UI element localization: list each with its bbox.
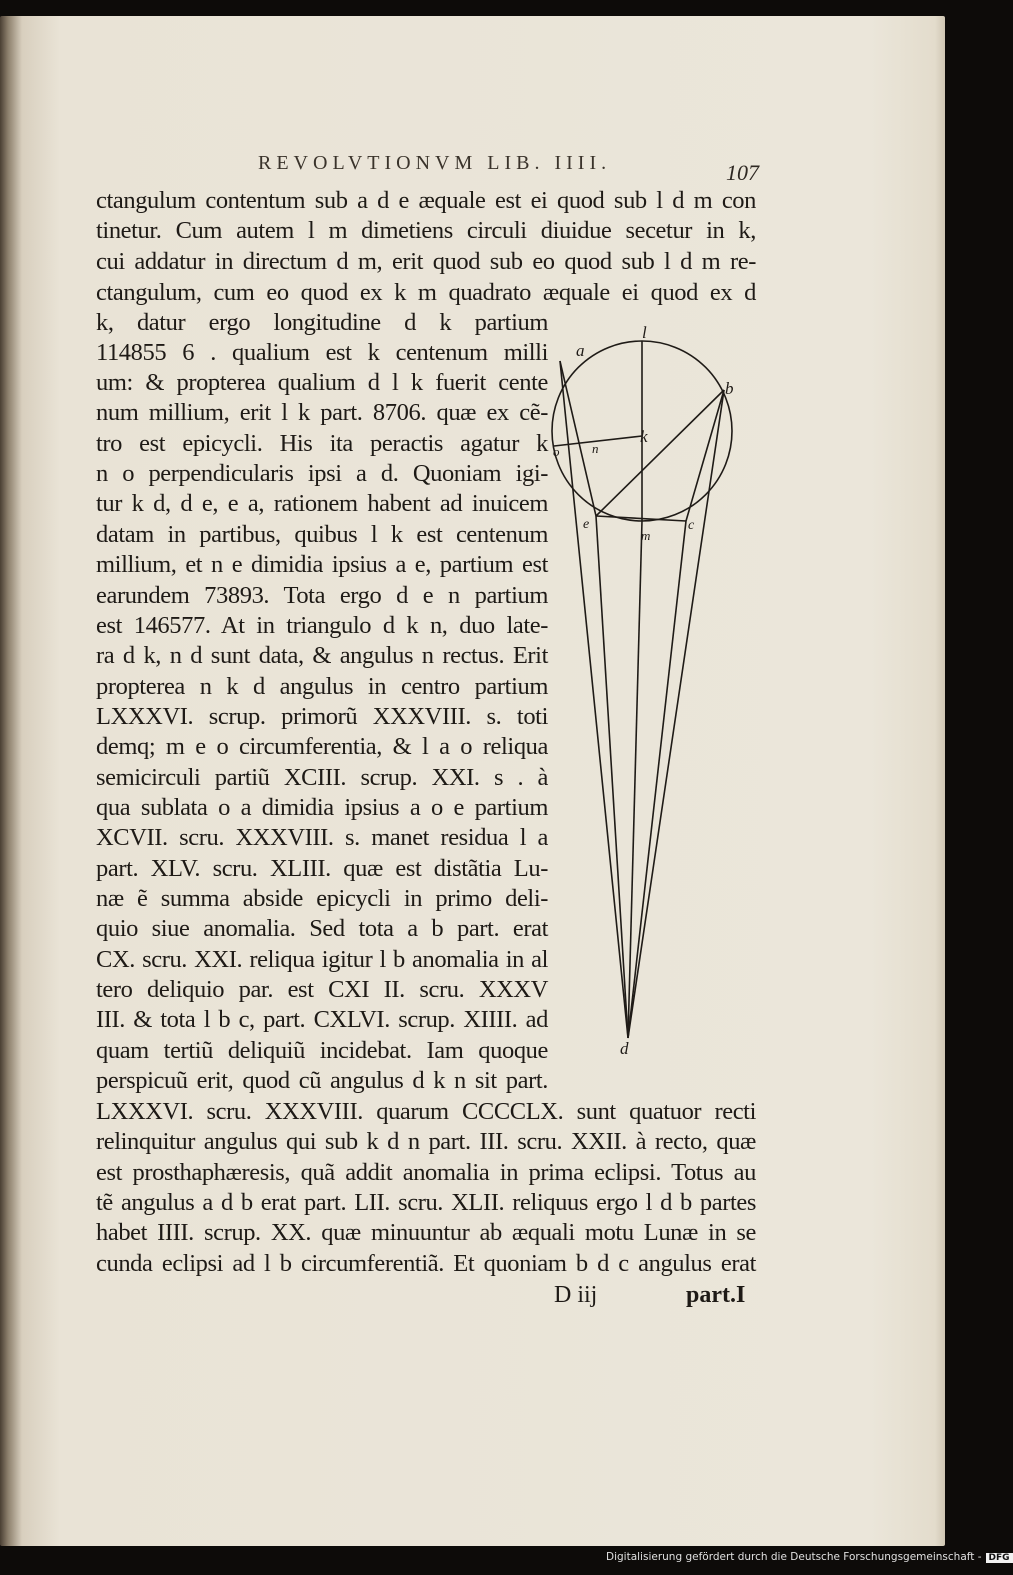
label-n: n	[592, 441, 599, 456]
label-a: a	[576, 341, 585, 360]
text-line: tẽ angulus a d b erat part. LII. scru. XLII. reliquus ergo l d b partes	[96, 1189, 756, 1216]
label-l: l	[642, 323, 647, 342]
text-line: num millium, erit l k part. 8706. quæ ex cẽ-	[96, 399, 548, 426]
epicycle-diagram	[540, 316, 740, 1056]
text-line: ra d k, n d sunt data, & angulus n rectus. Erit	[96, 642, 548, 669]
text-line: datam in partibus, quibus l k est centenum	[96, 521, 548, 548]
line-c-d	[628, 521, 686, 1038]
text-line: III. & tota l b c, part. CXLVI. scrup. XIIII. ad	[96, 1006, 548, 1033]
text-line: propterea n k d angulus in centro partium	[96, 673, 548, 700]
text-line: perspicuũ erit, quod cũ angulus d k n sit part.	[96, 1067, 548, 1094]
label-k: k	[640, 427, 648, 446]
text-line: semicirculi partiũ XCIII. scrup. XXI. s . à	[96, 764, 548, 791]
text-line: earundem 73893. Tota ergo d e n partium	[96, 582, 548, 609]
signature-mark: D iij	[554, 1282, 598, 1308]
text-line: tinetur. Cum autem l m dimetiens circuli diuidue secetur in k,	[96, 217, 756, 244]
text-line: næ ẽ summa abside epicycli in primo deli-	[96, 885, 548, 912]
text-line: n o perpendicularis ipsi a d. Quoniam igi-	[96, 460, 548, 487]
text-line: tero deliquio par. est CXI II. scru. XXXV	[96, 976, 548, 1003]
catchword: part.I	[686, 1282, 746, 1308]
running-head: REVOLVTIONVM LIB. IIII.	[258, 152, 612, 174]
label-o: o	[553, 444, 560, 459]
text-line: tro est epicycli. His ita peractis agatur k	[96, 430, 548, 457]
text-line: ctangulum contentum sub a d e æquale est ei quod sub l d m con	[96, 187, 756, 214]
text-line: tur k d, d e, e a, rationem habent ad inuicem	[96, 490, 548, 517]
label-d: d	[620, 1039, 629, 1058]
text-line: quio siue anomalia. Sed tota a b part. erat	[96, 915, 548, 942]
text-line: part. XLV. scru. XLIII. quæ est distãtia Lu-	[96, 855, 548, 882]
label-m: m	[641, 528, 651, 543]
chord-a-e	[560, 361, 596, 516]
label-b: b	[725, 379, 734, 398]
text-line: um: & propterea qualium d l k fuerit cente	[96, 369, 548, 396]
text-line: CX. scru. XXI. reliqua igitur l b anomalia in al	[96, 946, 548, 973]
text-line: cunda eclipsi ad l b circumferentiã. Et quoniam b d c angulus erat	[96, 1250, 756, 1277]
text-line: est prosthaphæresis, quã addit anomalia in prima eclipsi. Totus au	[96, 1159, 756, 1186]
text-line: LXXXVI. scrup. primorũ XXXVIII. s. toti	[96, 703, 548, 730]
text-line: ctangulum, cum eo quod ex k m quadrato æquale ei quod ex d	[96, 279, 756, 306]
credit-text: Digitalisierung gefördert durch die Deutsche Forschungsgemeinschaft -	[606, 1551, 982, 1563]
page-number: 107	[726, 160, 759, 185]
book-page	[0, 16, 945, 1546]
line-e-d	[596, 516, 628, 1038]
text-line: qua sublata o a dimidia ipsius a o e partium	[96, 794, 548, 821]
text-line: millium, et n e dimidia ipsius a e, partium est	[96, 551, 548, 578]
text-line: k, datur ergo longitudine d k partium	[96, 309, 548, 336]
text-line: XCVII. scru. XXXVIII. s. manet residua l a	[96, 824, 548, 851]
text-line: cui addatur in directum d m, erit quod sub eo quod sub l d m re-	[96, 248, 756, 275]
label-c: c	[688, 518, 695, 533]
dfg-logo: DFG	[986, 1553, 1013, 1563]
text-line: LXXXVI. scru. XXXVIII. quarum CCCCLX. sunt quatuor recti	[96, 1098, 756, 1125]
text-line: quam tertiũ deliquiũ incidebat. Iam quoque	[96, 1037, 548, 1064]
text-line: relinquitur angulus qui sub k d n part. III. scru. XXII. à recto, quæ	[96, 1128, 756, 1155]
text-line: habet IIII. scrup. XX. quæ minuuntur ab æquali motu Lunæ in se	[96, 1219, 756, 1246]
label-e: e	[583, 517, 590, 532]
text-line: demq; m e o circumferentia, & l a o reliqua	[96, 733, 548, 760]
text-line: est 146577. At in triangulo d k n, duo late-	[96, 612, 548, 639]
line-a-d	[560, 361, 628, 1038]
digitization-credit	[606, 1551, 1013, 1563]
text-line: 114855 6 . qualium est k centenum milli	[96, 339, 548, 366]
line-e-b	[596, 390, 724, 516]
